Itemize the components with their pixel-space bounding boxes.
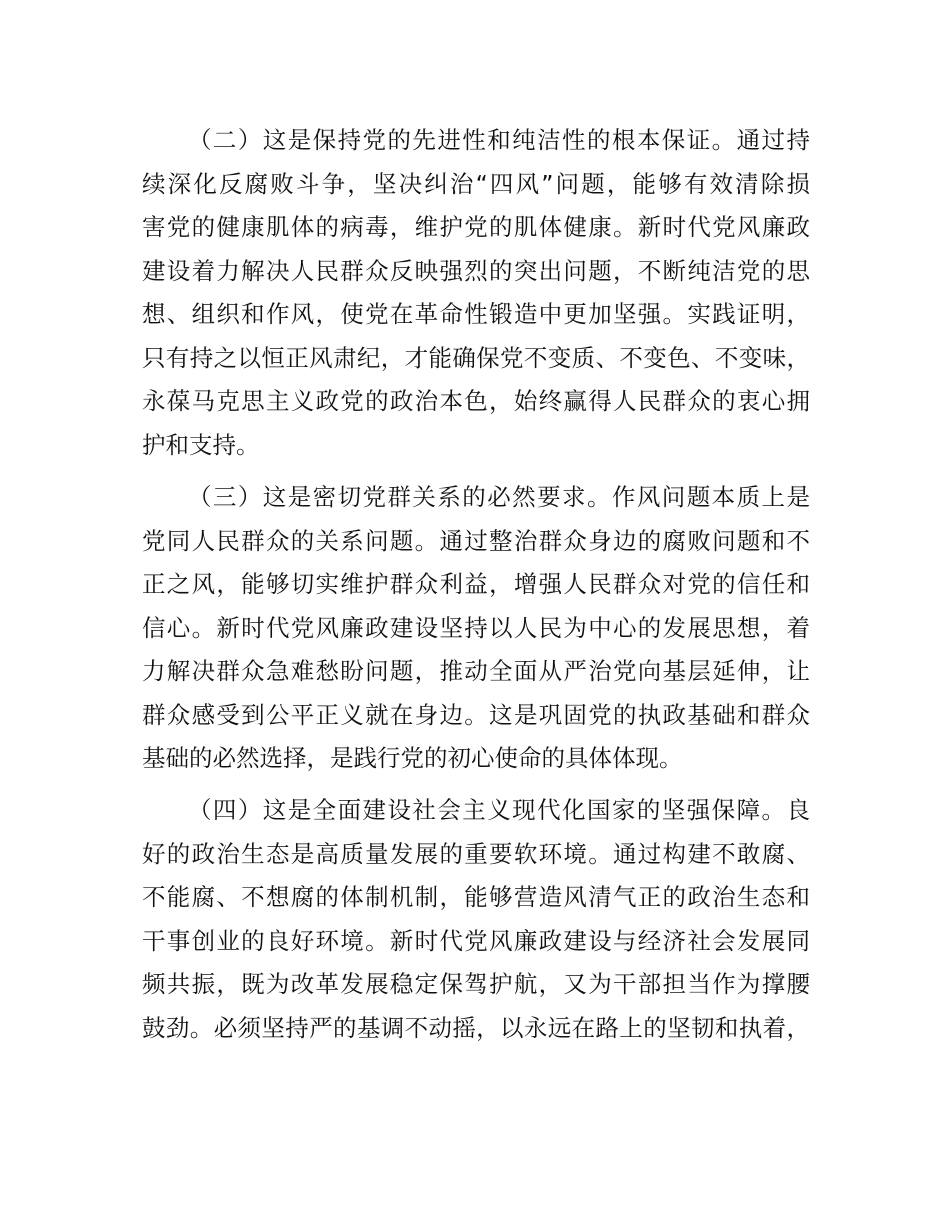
text-line: 正之风，能够切实维护群众利益，增强人民群众对党的信任和 <box>142 570 810 598</box>
text-line: 好的政治生态是高质量发展的重要软环境。通过构建不敢腐、 <box>142 839 810 868</box>
text-line: 不能腐、不想腐的体制机制，能够营造风清气正的政治生态和 <box>142 883 810 911</box>
text-line: 力解决群众急难愁盼问题，推动全面从严治党向基层延伸，让 <box>142 657 810 685</box>
text-line: 永葆马克思主义政党的政治本色，始终赢得人民群众的衷心拥 <box>142 387 810 415</box>
text-line: 党同人民群众的关系问题。通过整治群众身边的腐败问题和不 <box>142 526 810 555</box>
text-line: （四）这是全面建设社会主义现代化国家的坚强保障。良 <box>188 796 810 824</box>
text-line: 害党的健康肌体的病毒，维护党的肌体健康。新时代党风廉政 <box>142 213 810 241</box>
paragraph-4 <box>142 789 810 1050</box>
text-line: 干事创业的良好环境。新时代党风廉政建设与经济社会发展同 <box>142 926 810 955</box>
text-line: 基础的必然选择，是践行党的初心使命的具体体现。 <box>142 744 683 772</box>
text-line: 鼓劲。必须坚持严的基调不动摇，以永远在路上的坚韧和执着， <box>142 1013 810 1042</box>
text-line: 频共振，既为改革发展稳定保驾护航，又为干部担当作为撑腰 <box>142 970 810 998</box>
text-line: 续深化反腐败斗争，坚决纠治“四风”问题，能够有效清除损 <box>142 169 810 198</box>
text-line: 群众感受到公平正义就在身边。这是巩固党的执政基础和群众 <box>142 700 810 729</box>
text-line: （二）这是保持党的先进性和纯洁性的根本保证。通过持 <box>188 126 810 154</box>
paragraph-3 <box>142 476 810 781</box>
text-line: 信心。新时代党风廉政建设坚持以人民为中心的发展思想，着 <box>142 613 810 642</box>
text-line: 护和支持。 <box>142 430 260 459</box>
text-line: （三）这是密切党群关系的必然要求。作风问题本质上是 <box>188 483 810 511</box>
paragraph-2 <box>142 119 810 467</box>
text-line: 建设着力解决人民群众反映强烈的突出问题，不断纯洁党的思 <box>142 256 810 285</box>
text-line: 想、组织和作风，使党在革命性锻造中更加坚强。实践证明， <box>142 300 810 328</box>
text-line: 只有持之以恒正风肃纪，才能确保党不变质、不变色、不变味， <box>142 343 810 372</box>
